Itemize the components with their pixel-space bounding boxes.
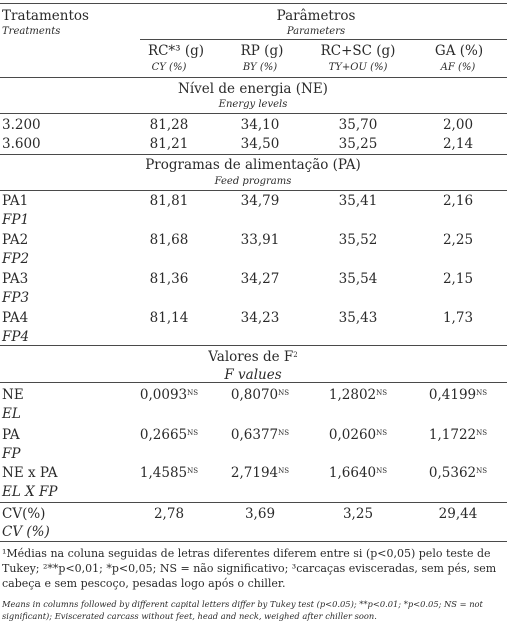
cell-by xyxy=(231,427,289,443)
fvalues-top-rule xyxy=(0,345,507,346)
table-bottom-rule xyxy=(0,541,507,542)
row-label: CV(%) xyxy=(2,506,46,522)
programs-section-rule xyxy=(0,190,507,191)
treatments-header-en: Treatments xyxy=(2,26,61,37)
cell-value: 1,4585 xyxy=(139,465,188,481)
ns-marker: NS xyxy=(476,467,488,475)
cell-value: 0,0093 xyxy=(139,387,188,403)
row-label: PA3 xyxy=(2,271,29,287)
cell-cy: 2,78 xyxy=(153,506,185,522)
treatments-header: Tratamentos xyxy=(2,8,89,24)
col-header-rcsc: RC+SC (g) xyxy=(320,43,396,59)
cell-by: 33,91 xyxy=(240,232,280,248)
cell-by: 34,27 xyxy=(240,271,280,287)
row-label-en: CV (%) xyxy=(2,524,50,540)
header-mid-rule xyxy=(140,39,507,40)
cell-tyou: 35,52 xyxy=(338,232,378,248)
cell-af: 29,44 xyxy=(438,506,478,522)
row-label-en: FP2 xyxy=(2,251,30,267)
cell-cy xyxy=(140,427,198,443)
cell-tyou xyxy=(329,387,387,403)
parameters-header-en: Parameters xyxy=(286,26,346,37)
cell-value: 0,8070 xyxy=(230,387,279,403)
ns-marker: NS xyxy=(476,389,488,397)
row-label-en: EL X FP xyxy=(2,484,58,500)
cell-by xyxy=(231,465,289,481)
fvalues-title-sup: 2 xyxy=(293,351,298,359)
cell-value: 0,0260 xyxy=(328,427,377,443)
cell-af xyxy=(429,465,487,481)
fvalues-section-title-en: F values xyxy=(224,367,282,383)
row-label: 3.200 xyxy=(2,117,41,133)
cell-value: 1,1722 xyxy=(428,427,477,443)
col-header-ga: GA (%) xyxy=(434,43,484,59)
header-bottom-rule xyxy=(0,77,507,78)
fvalues-section-title xyxy=(208,349,297,365)
row-label-en: FP1 xyxy=(2,212,30,228)
cell-tyou xyxy=(329,465,387,481)
cell-value: 0,5362 xyxy=(428,465,477,481)
col-sub-tyou: TY+OU (%) xyxy=(328,62,388,73)
cell-cy: 81,28 xyxy=(149,117,189,133)
cell-value: 0,4199 xyxy=(428,387,477,403)
row-label: PA2 xyxy=(2,232,29,248)
table-top-rule xyxy=(0,3,507,4)
cell-by: 34,79 xyxy=(240,193,280,209)
cell-cy: 81,21 xyxy=(149,136,189,152)
fvalues-section-rule xyxy=(0,382,507,383)
ns-marker: NS xyxy=(187,389,199,397)
cell-cy: 81,81 xyxy=(149,193,189,209)
row-label: NE xyxy=(2,387,24,403)
col-sub-cy: CY (%) xyxy=(151,62,187,73)
ns-marker: NS xyxy=(376,389,388,397)
ns-marker: NS xyxy=(187,467,199,475)
cell-value: 2,7194 xyxy=(230,465,279,481)
cell-tyou xyxy=(329,427,387,443)
cell-tyou: 35,41 xyxy=(338,193,378,209)
row-label: 3.600 xyxy=(2,136,41,152)
cell-af: 1,73 xyxy=(442,310,474,326)
cell-af xyxy=(429,387,487,403)
row-label: PA1 xyxy=(2,193,29,209)
cell-af: 2,14 xyxy=(442,136,474,152)
footnote-en: Means in columns followed by different capital letters differ by Tukey test (p<0.05); **p<0.01; *p<0.05; NS = not significant); Eviscerated carcass without feet, head and neck, weighed after chiller soon. xyxy=(2,599,483,621)
row-label-en: EL xyxy=(2,406,21,422)
energy-section-title: Nível de energia (NE) xyxy=(178,81,328,97)
ns-marker: NS xyxy=(278,467,290,475)
parameters-header: Parâmetros xyxy=(276,8,356,24)
row-label-en: FP xyxy=(2,446,21,462)
cell-cy: 81,68 xyxy=(149,232,189,248)
energy-section-rule xyxy=(0,113,507,114)
cell-by: 3,69 xyxy=(244,506,276,522)
footnote-pt: ¹Médias na coluna seguidas de letras diferentes diferem entre si (p<0,05) pelo teste de Tukey; ²**p<0,01; *p<0,05; NS = não significativo; ³carcaças evisceradas, sem pés, sem cabeça e sem pescoço, pesadas logo após o chiller. xyxy=(2,547,497,590)
cell-af: 2,00 xyxy=(442,117,474,133)
row-label: NE x PA xyxy=(2,465,58,481)
cell-by: 34,50 xyxy=(240,136,280,152)
row-label: PA xyxy=(2,427,20,443)
cell-value: 1,6640 xyxy=(328,465,377,481)
cell-value: 0,6377 xyxy=(230,427,279,443)
cell-tyou: 35,43 xyxy=(338,310,378,326)
cell-tyou: 35,54 xyxy=(338,271,378,287)
ns-marker: NS xyxy=(376,429,388,437)
col-sub-by: BY (%) xyxy=(242,62,278,73)
programs-section-title-en: Feed programs xyxy=(214,176,292,187)
row-label-en: FP3 xyxy=(2,290,30,306)
ns-marker: NS xyxy=(376,467,388,475)
cell-tyou: 3,25 xyxy=(342,506,374,522)
ns-marker: NS xyxy=(187,429,199,437)
ns-marker: NS xyxy=(278,429,290,437)
cell-by xyxy=(231,387,289,403)
programs-section-title: Programas de alimentação (PA) xyxy=(145,157,361,173)
col-sub-af: AF (%) xyxy=(440,62,476,73)
cell-by: 34,23 xyxy=(240,310,280,326)
cell-af: 2,16 xyxy=(442,193,474,209)
col-header-rp: RP (g) xyxy=(240,43,284,59)
cell-cy xyxy=(140,387,198,403)
row-label: PA4 xyxy=(2,310,29,326)
cv-top-rule xyxy=(0,502,507,503)
energy-section-title-en: Energy levels xyxy=(218,99,288,110)
cell-cy: 81,14 xyxy=(149,310,189,326)
cell-cy xyxy=(140,465,198,481)
cell-by: 34,10 xyxy=(240,117,280,133)
cell-value: 0,2665 xyxy=(139,427,188,443)
cell-cy: 81,36 xyxy=(149,271,189,287)
fvalues-title-text: Valores de F xyxy=(208,349,294,365)
cell-tyou: 35,25 xyxy=(338,136,378,152)
cell-af xyxy=(429,427,487,443)
cell-af: 2,15 xyxy=(442,271,474,287)
cell-value: 1,2802 xyxy=(328,387,377,403)
programs-top-rule xyxy=(0,154,507,155)
ns-marker: NS xyxy=(278,389,290,397)
cell-af: 2,25 xyxy=(442,232,474,248)
ns-marker: NS xyxy=(476,429,488,437)
cell-tyou: 35,70 xyxy=(338,117,378,133)
row-label-en: FP4 xyxy=(2,329,30,345)
col-header-rc: RC*³ (g) xyxy=(147,43,205,59)
